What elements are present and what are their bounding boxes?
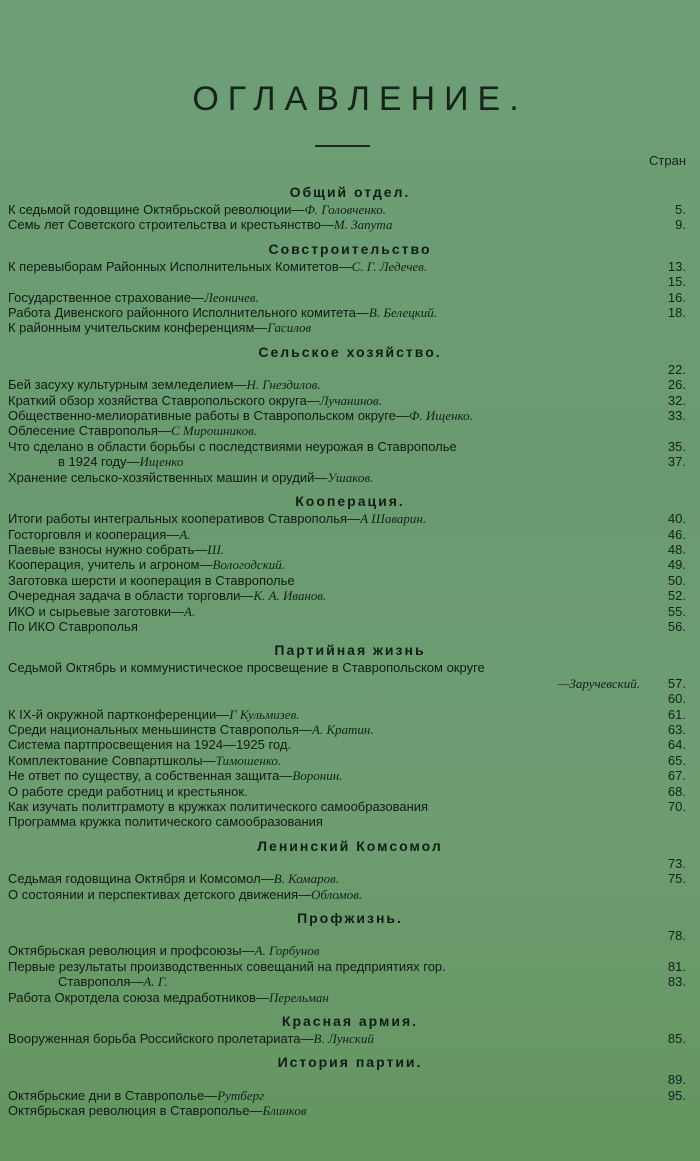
entry-title: Краткий обзор хозяйства Ставропольского округа— [8, 392, 320, 408]
entry-title: в 1924 году— [58, 454, 140, 470]
entry-title: Госторговля и кооперация— [8, 526, 180, 542]
entry-title: По ИКО Ставрополья [8, 618, 138, 634]
entry-page-number: 73. [667, 855, 686, 871]
toc-entry[interactable] [0, 943, 700, 958]
entry-page-number: 64. [667, 737, 686, 753]
entry-author: А. [184, 603, 196, 619]
entry-title: Седьмая годовщина Октября и Комсомол— [8, 871, 274, 887]
entry-author: А Шаварин. [360, 511, 427, 527]
toc-entry[interactable] [0, 1103, 700, 1118]
entry-author: А. Горбунов [254, 943, 320, 959]
entry-page-number: 85. [667, 1031, 686, 1047]
entry-page-number: 61. [667, 706, 686, 722]
toc-entry[interactable] [0, 799, 700, 814]
entry-author: —Заручевский. [557, 675, 640, 691]
toc-entry[interactable] [0, 1072, 700, 1087]
entry-author: Г Кульмизев. [229, 706, 300, 722]
entry-title: Паевые взносы нужно собрать— [8, 541, 208, 557]
entry-page-number: 67. [667, 768, 686, 784]
entry-author: Вологодский. [212, 557, 286, 573]
entry-title: Что сделано в области борьбы с последствиями неурожая в Ставрополье [8, 438, 457, 454]
entry-title: Государственное страхование— [8, 289, 205, 305]
entry-author: С. Г. Ледечев. [351, 258, 428, 274]
section-heading: Общий отдел. [289, 184, 411, 200]
entry-title: Система партпросвещения на 1924—1925 год. [8, 737, 292, 753]
entry-page-number: 78. [667, 928, 686, 944]
entry-author: Ф. Ищенко. [408, 408, 473, 424]
entry-title: Октябрьские дни в Ставрополье— [8, 1087, 218, 1103]
toc-entry[interactable] [0, 470, 700, 485]
toc-entry[interactable] [0, 814, 700, 829]
section-heading: Профжизнь. [297, 910, 403, 927]
entry-author: Тимошенко. [215, 752, 282, 768]
entry-author: В. Лунский [313, 1031, 374, 1047]
entry-title: Бей засуху культурным земледелием— [8, 377, 247, 393]
entry-title: Комплектование Совпартшколы— [8, 752, 216, 768]
toc-entry[interactable] [0, 423, 700, 438]
toc-entry[interactable] [0, 439, 700, 454]
toc-entry[interactable] [0, 974, 700, 989]
toc-entry[interactable] [0, 393, 700, 408]
entry-page-number: 89. [667, 1072, 686, 1088]
entry-title: Октябрьская революция в Ставрополье— [8, 1103, 263, 1119]
entry-title: Октябрьская революция и профсоюзы— [8, 943, 255, 959]
entry-page-number: 46. [667, 526, 686, 542]
toc-entry[interactable] [0, 707, 700, 722]
entry-page-number: 52. [667, 588, 686, 604]
entry-author: Перельман [268, 989, 329, 1005]
page-column-label: Стран [649, 153, 686, 168]
entry-page-number: 15. [667, 274, 686, 290]
toc-entry[interactable] [0, 676, 700, 691]
toc-entry[interactable] [0, 408, 700, 423]
entry-title: Не ответ по существу, а собственная защита— [8, 768, 293, 784]
entry-page-number: 81. [667, 958, 686, 974]
entry-title: Среди национальных меньшинств Ставрополья— [8, 721, 312, 737]
entry-page-number: 70. [667, 799, 686, 814]
toc-list [0, 176, 700, 1119]
entry-page-number: 83. [667, 974, 686, 990]
entry-author: Гасилов [267, 320, 312, 336]
entry-title: Заготовка шерсти и кооперация в Ставрополье [8, 572, 295, 588]
entry-title: Очередная задача в области торговли— [8, 588, 254, 604]
entry-title: О состоянии и перспективах детского движения— [8, 886, 311, 902]
entry-author: Воронин. [292, 768, 343, 784]
toc-entry[interactable] [0, 542, 700, 557]
entry-author: Ищенко [139, 454, 184, 470]
entry-title: Итоги работы интегральных кооперативов Ставрополья— [8, 511, 361, 527]
entry-author: Ушаков. [327, 469, 374, 485]
toc-entry[interactable] [0, 691, 700, 706]
entry-author: Рутберг [217, 1087, 265, 1103]
entry-author: Ф. Головченко. [304, 202, 387, 217]
entry-page-number: 33. [667, 408, 686, 424]
entry-page-number: 13. [667, 258, 686, 274]
section-heading: Красная армия. [281, 1013, 419, 1030]
entry-page-number: 5. [675, 202, 686, 217]
entry-title: Программа кружка политического самообразования [8, 814, 323, 830]
toc-entry[interactable] [0, 959, 700, 974]
entry-title: О работе среди работниц и крестьянок. [8, 783, 248, 799]
entry-author: Леоничев. [204, 289, 259, 305]
toc-entry[interactable] [0, 454, 700, 469]
toc-entry[interactable] [0, 604, 700, 619]
entry-page-number: 95. [667, 1087, 686, 1103]
entry-title: ИКО и сырьевые заготовки— [8, 603, 185, 619]
toc-entry[interactable] [0, 784, 700, 799]
toc-entry[interactable] [0, 753, 700, 768]
entry-author: Лучанинов. [319, 392, 382, 408]
entry-title: Хранение сельско-хозяйственных машин и орудий— [8, 469, 328, 485]
entry-page-number: 18. [667, 305, 686, 321]
entry-page-number: 40. [667, 511, 686, 527]
toc-entry[interactable] [0, 290, 700, 305]
toc-entry[interactable] [0, 320, 700, 335]
toc-entry[interactable] [0, 856, 700, 871]
toc-entry[interactable] [0, 259, 700, 274]
entry-page-number: 22. [667, 361, 686, 377]
entry-title: Вооруженная борьба Российского пролетариата— [8, 1031, 314, 1047]
toc-entry[interactable] [0, 202, 700, 217]
entry-page-number: 49. [667, 557, 686, 573]
entry-title: К перевыборам Районных Исполнительных Комитетов— [8, 258, 352, 274]
toc-entry[interactable] [0, 217, 700, 232]
entry-page-number: 9. [675, 217, 686, 233]
entry-author: Обломов. [311, 886, 363, 902]
toc-entry[interactable] [0, 527, 700, 542]
page-title: ОГЛАВЛЕНИЕ. [192, 80, 528, 118]
toc-entry[interactable] [0, 1031, 700, 1046]
entry-title: К IX-й окружной партконференции— [8, 706, 230, 722]
toc-entry[interactable] [0, 990, 700, 1005]
toc-entry[interactable] [0, 274, 700, 289]
section-heading: История партии. [277, 1054, 423, 1071]
entry-page-number: 26. [667, 377, 686, 393]
entry-title: Работа Дивенского районного Исполнительного комитета— [8, 305, 369, 321]
entry-page-number: 55. [667, 603, 686, 619]
entry-page-number: 68. [667, 783, 686, 799]
entry-page-number: 56. [667, 618, 686, 634]
toc-entry[interactable] [0, 573, 700, 588]
entry-page-number: 37. [667, 454, 686, 470]
entry-author: С Мирошников. [170, 423, 257, 439]
entry-author: К. А. Иванов. [253, 588, 327, 604]
entry-page-number: 35. [667, 438, 686, 454]
entry-title: Семь лет Советского строительства и крестьянство— [8, 217, 334, 233]
entry-page-number: 57. [667, 675, 686, 691]
toc-entry[interactable] [0, 660, 700, 675]
entry-page-number: 50. [667, 572, 686, 588]
section-heading: Совстроительство [268, 240, 432, 257]
entry-author: А. [179, 526, 191, 542]
entry-title: Облесение Ставрополья— [8, 423, 171, 439]
toc-entry[interactable] [0, 557, 700, 572]
entry-page-number: 16. [667, 289, 686, 305]
entry-page-number: 60. [667, 691, 686, 707]
entry-title: Общественно-мелиоративные работы в Ставропольском округе— [8, 408, 409, 424]
entry-author: В. Комаров. [273, 871, 339, 887]
toc-entry[interactable] [0, 305, 700, 320]
entry-page-number: 75. [667, 871, 686, 887]
entry-title: Как изучать политграмоту в кружках политического самообразования [8, 799, 429, 814]
section-heading: Сельское хозяйство. [258, 343, 442, 360]
entry-title: Седьмой Октябрь и коммунистическое просвещение в Ставропольском округе [8, 660, 485, 676]
entry-author: М. Запута [333, 217, 393, 233]
entry-author: Н. Гнездилов. [246, 377, 321, 393]
section-heading: Ленинский Комсомол [257, 837, 443, 854]
entry-page-number: 48. [667, 541, 686, 557]
section-heading: Партийная жизнь [274, 642, 426, 659]
toc-entry[interactable] [0, 362, 700, 377]
toc-entry[interactable] [0, 737, 700, 752]
toc-entry[interactable] [0, 887, 700, 902]
entry-page-number: 32. [667, 392, 686, 408]
toc-entry[interactable] [0, 1088, 700, 1103]
entry-page-number: 63. [667, 721, 686, 737]
entry-author: А. Кратин. [311, 721, 374, 737]
toc-entry[interactable] [0, 619, 700, 634]
entry-page-number: 65. [667, 752, 686, 768]
entry-title: К седьмой годовщине Октябрьской революции— [8, 202, 305, 217]
entry-title: Кооперация, учитель и агроном— [8, 557, 213, 573]
toc-entry[interactable] [0, 871, 700, 886]
toc-entry[interactable] [0, 768, 700, 783]
entry-title: Первые результаты производственных совещаний на предприятиях гор. [8, 958, 446, 974]
section-heading: Кооперация. [295, 493, 405, 510]
entry-title: Работа Окротдела союза медработников— [8, 989, 269, 1005]
entry-title: К районным учительским конференциям— [8, 320, 268, 336]
entry-title: Ставрополя— [58, 974, 144, 990]
toc-entry[interactable] [0, 588, 700, 603]
entry-author: Блинков [262, 1103, 307, 1119]
toc-entry[interactable] [0, 511, 700, 526]
entry-author: Ш. [207, 541, 225, 557]
toc-entry[interactable] [0, 928, 700, 943]
entry-author: В. Белецкий. [368, 305, 438, 321]
title-divider [315, 145, 370, 147]
entry-author: А. Г. [143, 974, 168, 990]
toc-entry[interactable] [0, 377, 700, 392]
toc-entry[interactable] [0, 722, 700, 737]
